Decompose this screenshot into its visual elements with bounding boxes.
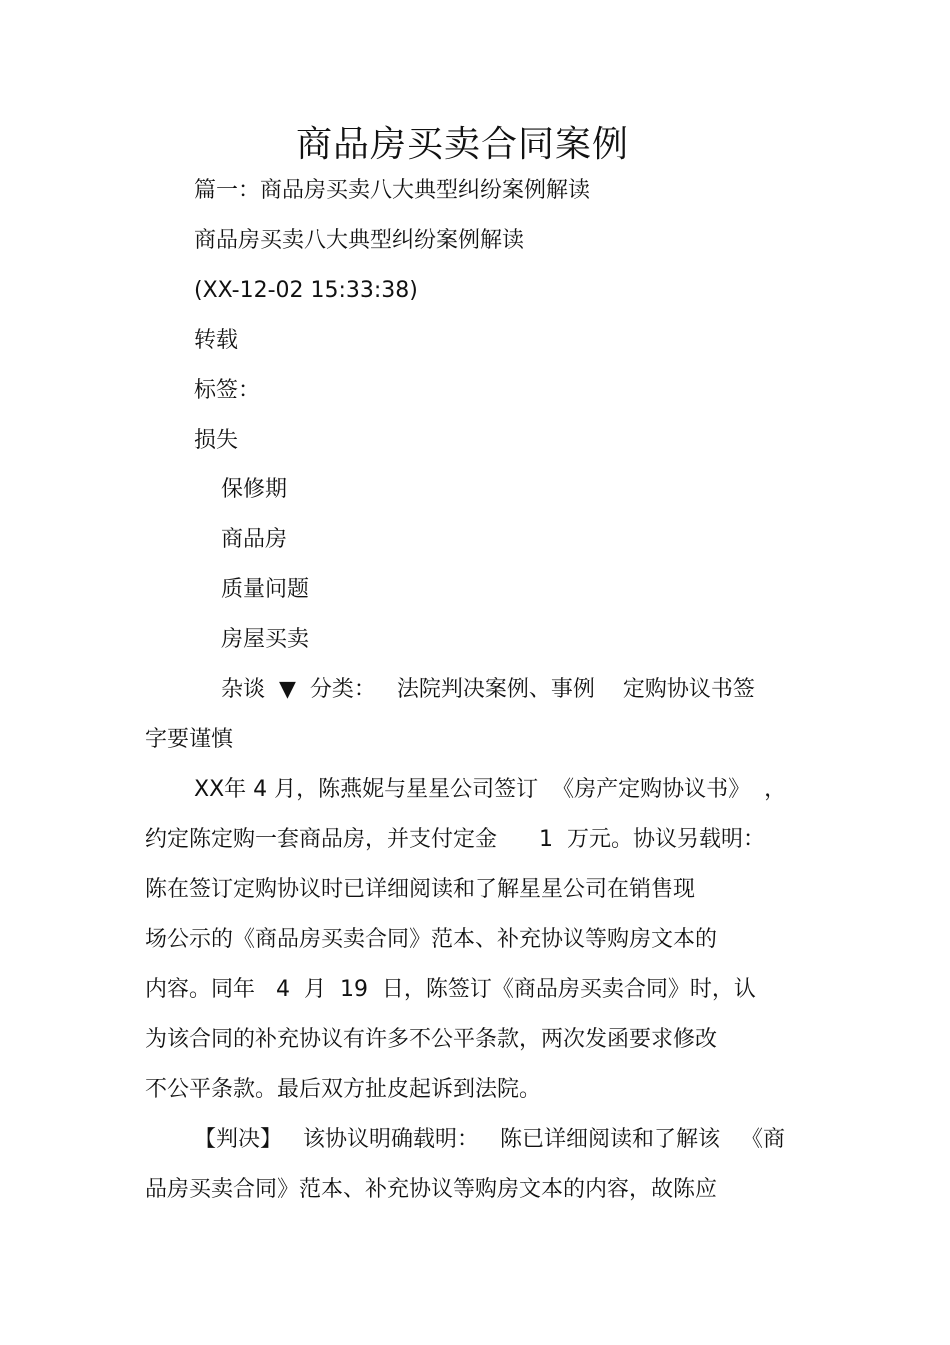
subtitle-line: 篇一：商品房买卖八大典型纠纷案例解读	[194, 178, 591, 203]
heading-line: 商品房买卖八大典型纠纷案例解读	[194, 228, 525, 253]
body-line: 为该合同的补充协议有许多不公平条款，两次发函要求修改	[145, 1027, 718, 1052]
category-line: 杂谈 ▼ 分类： 法院判决案例、事例 定购协议书签	[221, 677, 755, 702]
tags-label-line: 标签：	[194, 378, 261, 403]
tag-line: 保修期	[221, 477, 288, 502]
tag-line: 商品房	[221, 527, 288, 552]
body-line: 内容。同年 4 月 19 日，陈签订《商品房买卖合同》时，认	[145, 977, 756, 1002]
tag-line: 房屋买卖	[221, 627, 310, 652]
body-line: XX年 4 月，陈燕妮与星星公司签订 《房产定购协议书》 ，	[194, 777, 787, 802]
body-line: 品房买卖合同》范本、补充协议等购房文本的内容，故陈应	[145, 1177, 718, 1202]
body-line: 约定陈定购一套商品房，并支付定金 1 万元。协议另载明：	[145, 827, 765, 852]
judgment-line: 【判决】 该协议明确载明： 陈已详细阅读和了解该 《商	[194, 1127, 785, 1152]
repost-line: 转载	[194, 328, 239, 353]
body-line: 陈在签订定购协议时已详细阅读和了解星星公司在销售现	[145, 877, 696, 902]
body-line: 不公平条款。最后双方扯皮起诉到法院。	[145, 1077, 542, 1102]
timestamp-line: (XX-12-02 15:33:38)	[194, 278, 418, 303]
body-line: 字要谨慎	[145, 727, 234, 752]
document-title: 商品房买卖合同案例	[295, 124, 629, 165]
tag-line: 损失	[194, 428, 239, 453]
tag-line: 质量问题	[221, 577, 310, 602]
body-line: 场公示的《商品房买卖合同》范本、补充协议等购房文本的	[145, 927, 718, 952]
